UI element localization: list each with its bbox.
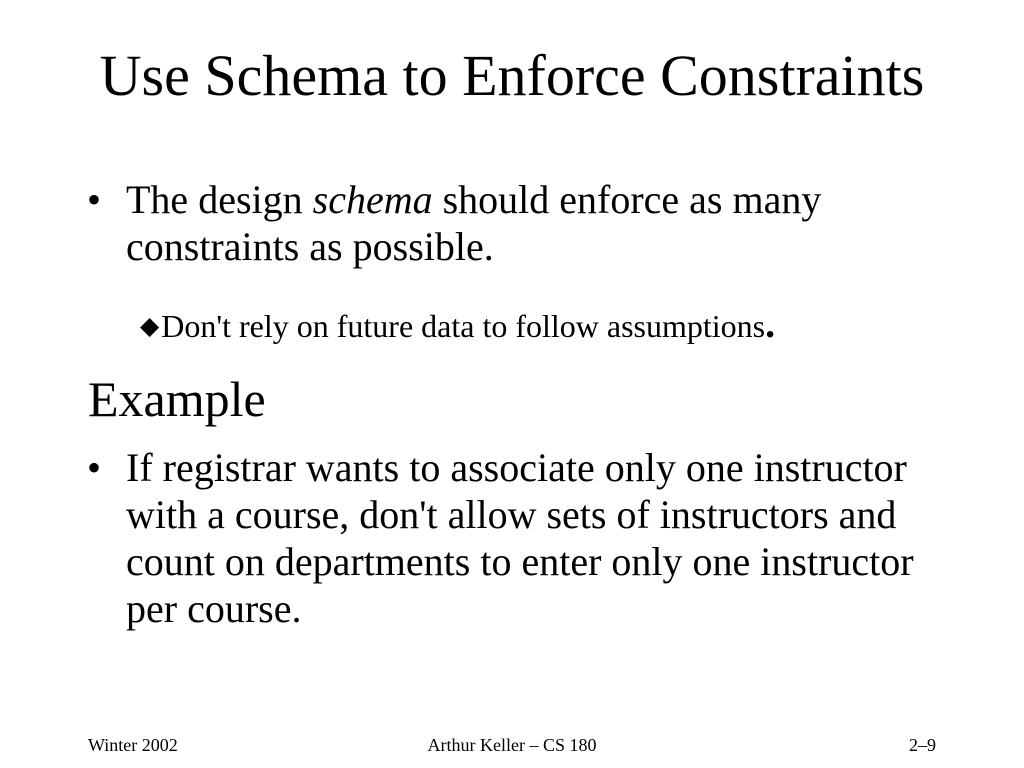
bullet-text-part: The design bbox=[126, 177, 313, 222]
bullet-marker: • bbox=[87, 177, 102, 222]
emphasis-schema: schema bbox=[312, 177, 433, 222]
sub-bullet-period: . bbox=[765, 301, 776, 346]
bullet-item bbox=[87, 444, 947, 632]
sub-bullet-item bbox=[140, 302, 775, 349]
section-heading-example: Example bbox=[88, 371, 266, 427]
bullet-marker: • bbox=[87, 445, 102, 490]
bullet-text bbox=[126, 176, 947, 270]
bullet-text: If registrar wants to associate only one instructor with a course, don't allow sets of instructors and count on departments to enter only one instructor per course. bbox=[126, 445, 914, 631]
footer-slide-number: 2–9 bbox=[909, 735, 936, 755]
diamond-bullet-icon: ◆ bbox=[140, 313, 160, 340]
slide-title: Use Schema to Enforce Constraints bbox=[99, 43, 925, 108]
footer-author-course: Arthur Keller – CS 180 bbox=[427, 735, 597, 755]
sub-bullet-text: Don't rely on future data to follow assumptions bbox=[161, 308, 766, 344]
bullet-text-part: should enforce as many constraints as possible. bbox=[126, 177, 822, 269]
footer-date: Winter 2002 bbox=[88, 735, 178, 755]
bullet-item bbox=[87, 176, 947, 270]
